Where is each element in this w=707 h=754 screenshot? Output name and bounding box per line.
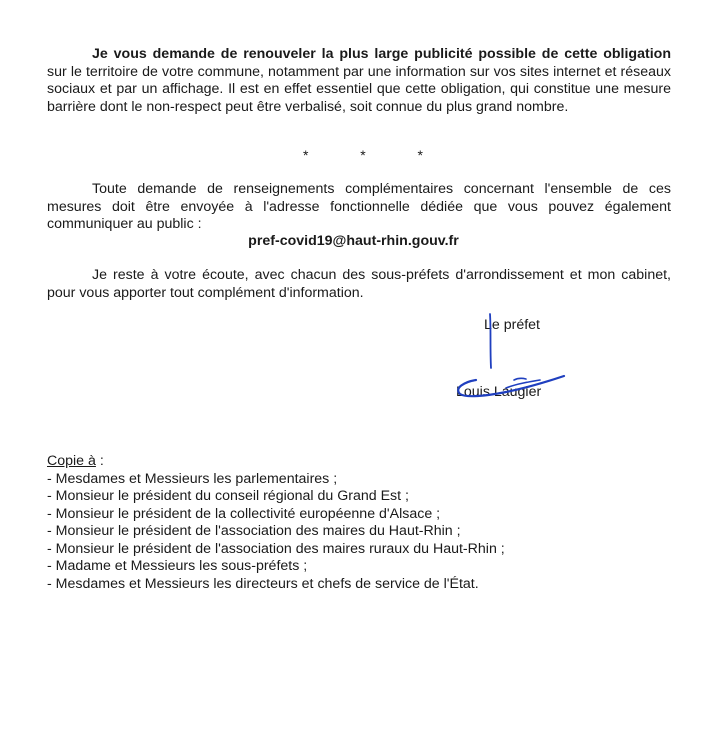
section-separator [303,147,423,165]
list-item: - Monsieur le président du conseil régional du Grand Est ; [47,488,409,504]
copies-section [47,453,667,593]
list-item: - Monsieur le président de l'association des maires ruraux du Haut-Rhin ; [47,540,505,557]
list-item: - Mesdames et Messieurs les parlementaires ; [47,470,338,487]
paragraph-closing [47,267,671,302]
list-item: - Monsieur le président de la collectivité européenne d'Alsace ; [47,505,441,522]
copies-list [47,471,667,594]
list-item: - Madame et Messieurs les sous-préfets ; [47,558,308,574]
paragraph-publicity-rest: sur le territoire de votre commune, notamment par une information sur vos sites internet et réseaux sociaux et par un affichage. Il est en effet essentiel que cette obligation, qui constitue une mesure barrière dont le non-respect peut être verbalisé, soit connue du plus grand nombre. [47,63,671,115]
contact-email[interactable]: pref-covid19@haut-rhin.gouv.fr [248,233,459,249]
list-item: - Mesdames et Messieurs les directeurs et chefs de service de l'État. [47,575,479,592]
list-item: - Monsieur le président de l'association des maires du Haut-Rhin ; [47,523,461,539]
paragraph-contact [47,181,671,234]
separator-star: * [417,147,423,163]
paragraph-publicity-bold: Je vous demande de renouveler la plus large publicité possible de cette obligation [92,46,671,62]
paragraph-closing-text: Je reste à votre écoute, avec chacun des sous-préfets d'arrondissement et mon cabinet, pour vous apporter tout complément d'information. [47,267,671,301]
separator-star: * [360,147,366,163]
copies-heading: Copie à : [47,453,104,469]
paragraph-contact-text: Toute demande de renseignements complémentaires concernant l'ensemble de ces mesures doit être envoyée à l'adresse fonctionnelle dédiée que vous pouvez également communiquer au public : [47,181,671,232]
separator-star: * [303,147,309,163]
signatory-name: Louis Laugier [456,384,542,400]
paragraph-publicity [47,46,671,116]
signatory-title: Le préfet [484,317,541,333]
